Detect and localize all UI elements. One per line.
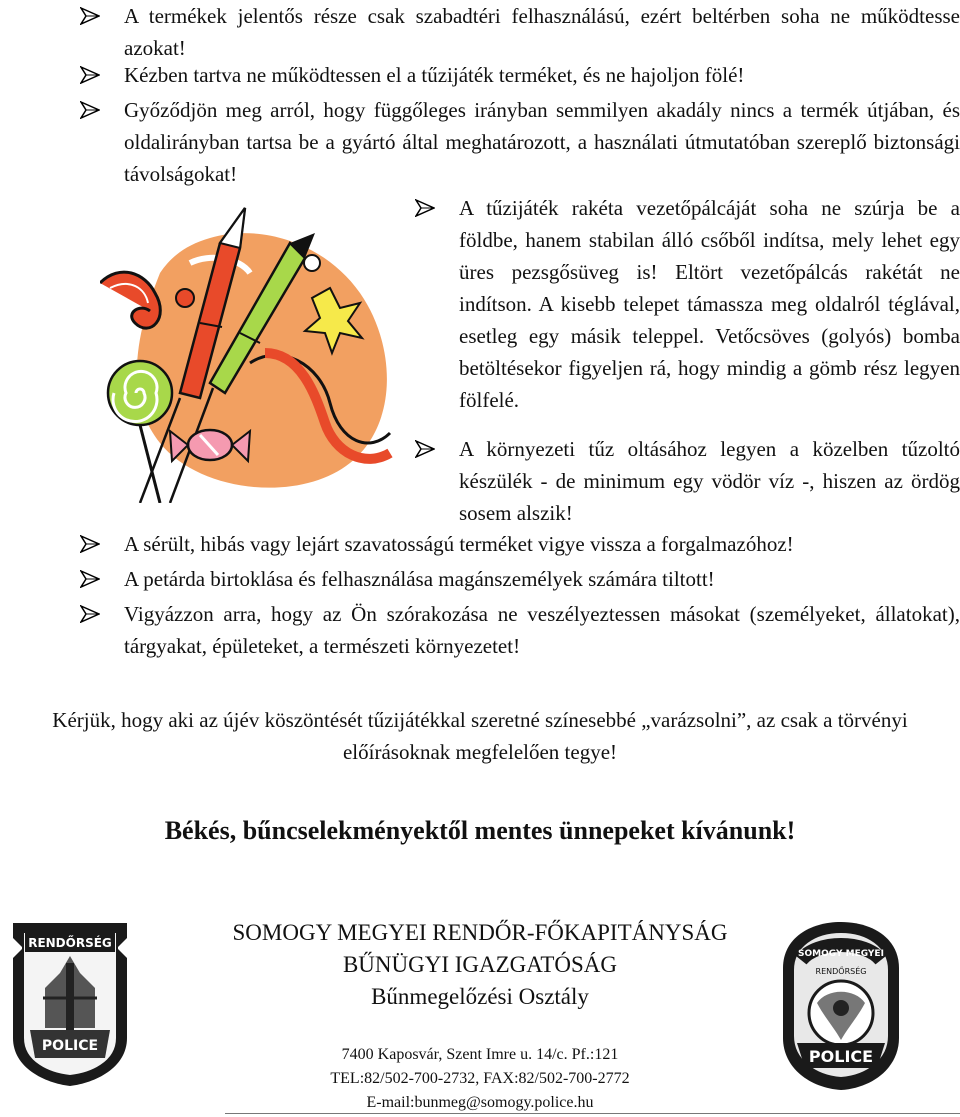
bullet-text: A termékek jelentős része csak szabadtéri felhasználású, ezért beltérben soha ne működtesse azokat! (124, 4, 960, 60)
arrow-bullet-icon (415, 199, 435, 217)
police-badge-right-icon (777, 918, 905, 1094)
bullet-text: A petárda birtoklása és felhasználása magánszemélyek számára tiltott! (124, 567, 715, 591)
bullet-text: A környezeti tűz oltásához legyen a közelben tűzoltó készülék - de minimum egy vödör víz -, hiszen az ördög sosem alszik! (459, 437, 960, 525)
bullet-firecracker-ban (80, 563, 960, 595)
arrow-bullet-icon (80, 66, 100, 84)
bullet-text: Kézben tartva ne működtessen el a tűzijáték terméket, és ne hajoljon fölé! (124, 63, 745, 87)
bullet-text: A tűzijáték rakéta vezetőpálcáját soha ne szúrja be a földbe, hanem stabilan álló csőből indítsa, mely lehet egy üres pezsgősüveg is! Eltört vezetőpálcás rakétát ne indítson. A kisebb telepet támassza meg oldalról téglával, esetleg egy másik teleppel. Vetőcsöves (golyós) bomba betöltésekor figyeljen rá, hogy mindig a gömb rész legyen fölfelé. (459, 196, 960, 412)
bullet-rocket-stick (415, 192, 960, 416)
contact-address: 7400 Kaposvár, Szent Imre u. 14/c. Pf.:121 (341, 1046, 619, 1063)
contact-phone: TEL:82/502-700-2732, FAX:82/502-700-2772 (330, 1070, 630, 1087)
holiday-wish: Békés, bűncselekményektől mentes ünnepeket kívánunk! (164, 816, 796, 845)
arrow-bullet-icon (415, 440, 435, 458)
bullet-safety-distance (80, 94, 960, 190)
bullet-text: A sérült, hibás vagy lejárt szavatosságú terméket vigye vissza a forgalmazóhoz! (124, 532, 794, 556)
bullet-hand-held (80, 59, 960, 91)
svg-text:RENDŐRSÉG: RENDŐRSÉG (815, 967, 867, 976)
arrow-bullet-icon (80, 7, 100, 25)
contact-email: E-mail:bunmeg@somogy.police.hu (366, 1094, 594, 1111)
arrow-bullet-icon (80, 605, 100, 623)
request-paragraph: Kérjük, hogy aki az újév köszöntését tűzijátékkal szeretné színesebbé „varázsolni”, az csak a törvényi előírásoknak megfelelően tegye! (52, 708, 908, 764)
bullet-fire-extinguisher (415, 433, 960, 529)
arrow-bullet-icon (80, 101, 100, 119)
arrow-bullet-icon (80, 570, 100, 588)
svg-text:POLICE: POLICE (41, 1038, 99, 1054)
bullet-endanger-others (80, 598, 960, 662)
svg-text:POLICE: POLICE (808, 1047, 874, 1066)
org-department: Bűnmegelőzési Osztály (371, 984, 589, 1009)
organization-block (170, 917, 790, 1013)
org-name: SOMOGY MEGYEI RENDŐR-FŐKAPITÁNYSÁG (232, 920, 728, 945)
svg-text:RENDŐRSÉG: RENDŐRSÉG (28, 936, 112, 950)
org-directorate: BŰNÜGYI IGAZGATÓSÁG (342, 952, 618, 977)
footer-divider (225, 1113, 960, 1114)
arrow-bullet-icon (80, 535, 100, 553)
bullet-damaged-products (80, 528, 960, 560)
police-badge-left-icon (5, 918, 135, 1088)
fireworks-illustration (100, 203, 400, 503)
bullet-outdoor-use (80, 0, 960, 64)
svg-text:SOMOGY MEGYEI: SOMOGY MEGYEI (798, 949, 884, 959)
contact-block (170, 1043, 790, 1115)
bullet-text: Győződjön meg arról, hogy függőleges irányban semmilyen akadály nincs a termék útjában, és oldalirányban tartsa be a gyártó által meghatározott, a használati útmutatóban szereplő biztonsági távolságokat! (124, 98, 960, 186)
bullet-text: Vigyázzon arra, hogy az Ön szórakozása ne veszélyeztessen másokat (személyeket, állatokat), tárgyakat, épületeket, a természeti környezetet! (124, 602, 960, 658)
